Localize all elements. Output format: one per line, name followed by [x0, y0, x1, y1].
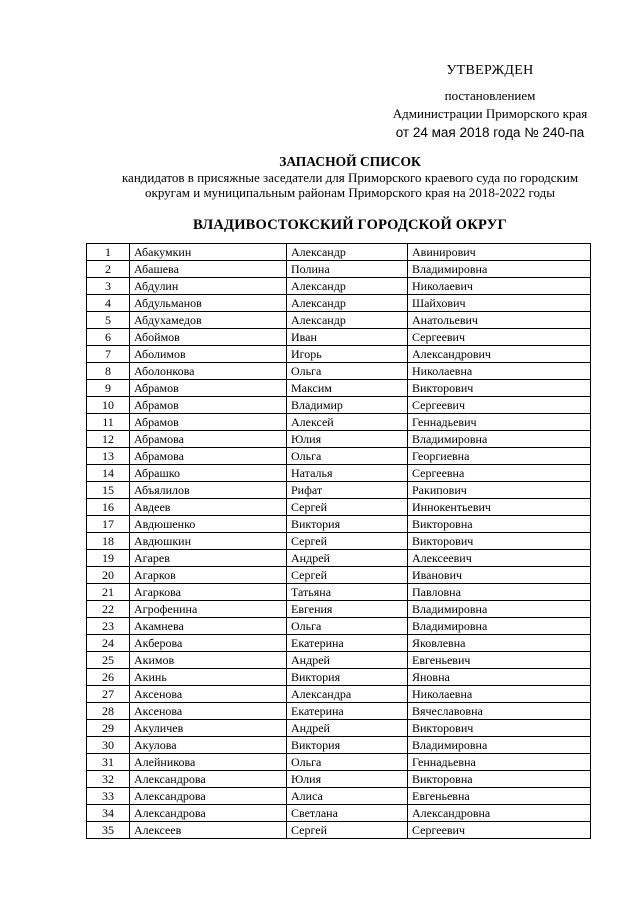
- last-name: Аболимов: [130, 346, 287, 363]
- row-number: 15: [87, 482, 130, 499]
- resolution-label: постановлением: [444, 88, 536, 103]
- list-title: ЗАПАСНОЙ СПИСОК: [279, 154, 421, 169]
- last-name: Авдюшкин: [130, 533, 287, 550]
- table-row: [87, 431, 591, 448]
- table-row: [87, 771, 591, 788]
- table-row: [87, 499, 591, 516]
- row-number: 3: [87, 278, 130, 295]
- row-number: 5: [87, 312, 130, 329]
- last-name: Акамнева: [130, 618, 287, 635]
- table-row: [87, 635, 591, 652]
- patronymic: Ракипович: [408, 482, 591, 499]
- first-name: Наталья: [287, 465, 408, 482]
- row-number: 21: [87, 584, 130, 601]
- row-number: 16: [87, 499, 130, 516]
- first-name: Рифат: [287, 482, 408, 499]
- row-number: 23: [87, 618, 130, 635]
- patronymic: Алексеевич: [408, 550, 591, 567]
- row-number: 35: [87, 822, 130, 839]
- row-number: 26: [87, 669, 130, 686]
- table-row: [87, 618, 591, 635]
- row-number: 4: [87, 295, 130, 312]
- first-name: Андрей: [287, 652, 408, 669]
- row-number: 2: [87, 261, 130, 278]
- last-name: Абакумкин: [130, 244, 287, 261]
- last-name: Абрамова: [130, 448, 287, 465]
- patronymic: Евгеньевич: [408, 652, 591, 669]
- table-row: [87, 550, 591, 567]
- table-row: [87, 261, 591, 278]
- last-name: Аксенова: [130, 686, 287, 703]
- first-name: Сергей: [287, 567, 408, 584]
- table-row: [87, 754, 591, 771]
- first-name: Виктория: [287, 669, 408, 686]
- row-number: 32: [87, 771, 130, 788]
- row-number: 25: [87, 652, 130, 669]
- candidates-table: [86, 243, 591, 839]
- patronymic: Викторовна: [408, 771, 591, 788]
- row-number: 34: [87, 805, 130, 822]
- last-name: Акулова: [130, 737, 287, 754]
- first-name: Евгения: [287, 601, 408, 618]
- row-number: 12: [87, 431, 130, 448]
- first-name: Александр: [287, 244, 408, 261]
- first-name: Андрей: [287, 550, 408, 567]
- row-number: 22: [87, 601, 130, 618]
- first-name: Владимир: [287, 397, 408, 414]
- patronymic: Анатольевич: [408, 312, 591, 329]
- table-row: [87, 278, 591, 295]
- last-name: Абашева: [130, 261, 287, 278]
- table-row: [87, 669, 591, 686]
- last-name: Абрашко: [130, 465, 287, 482]
- first-name: Сергей: [287, 822, 408, 839]
- row-number: 28: [87, 703, 130, 720]
- first-name: Ольга: [287, 754, 408, 771]
- patronymic: Викторович: [408, 533, 591, 550]
- approved-label: УТВЕРЖДЕН: [446, 63, 534, 78]
- patronymic: Георгиевна: [408, 448, 591, 465]
- row-number: 20: [87, 567, 130, 584]
- first-name: Сергей: [287, 533, 408, 550]
- first-name: Виктория: [287, 516, 408, 533]
- row-number: 17: [87, 516, 130, 533]
- first-name: Ольга: [287, 618, 408, 635]
- list-subtitle-line-2: округам и муниципальным районам Приморского края на 2018-2022 годы: [145, 185, 555, 200]
- first-name: Светлана: [287, 805, 408, 822]
- row-number: 18: [87, 533, 130, 550]
- first-name: Екатерина: [287, 635, 408, 652]
- patronymic: Евгеньевна: [408, 788, 591, 805]
- patronymic: Вячеславовна: [408, 703, 591, 720]
- row-number: 9: [87, 380, 130, 397]
- last-name: Абъялилов: [130, 482, 287, 499]
- table-row: [87, 482, 591, 499]
- last-name: Александрова: [130, 805, 287, 822]
- last-name: Аксенова: [130, 703, 287, 720]
- first-name: Максим: [287, 380, 408, 397]
- table-row: [87, 295, 591, 312]
- table-row: [87, 448, 591, 465]
- first-name: Виктория: [287, 737, 408, 754]
- patronymic: Сергеевна: [408, 465, 591, 482]
- patronymic: Александрович: [408, 346, 591, 363]
- last-name: Агрофенина: [130, 601, 287, 618]
- table-row: [87, 652, 591, 669]
- table-row: [87, 822, 591, 839]
- row-number: 14: [87, 465, 130, 482]
- last-name: Абрамова: [130, 431, 287, 448]
- patronymic: Сергеевич: [408, 397, 591, 414]
- row-number: 33: [87, 788, 130, 805]
- first-name: Екатерина: [287, 703, 408, 720]
- patronymic: Яковлевна: [408, 635, 591, 652]
- last-name: Агарков: [130, 567, 287, 584]
- first-name: Александра: [287, 686, 408, 703]
- patronymic: Сергеевич: [408, 329, 591, 346]
- patronymic: Владимировна: [408, 431, 591, 448]
- table-row: [87, 567, 591, 584]
- authority-name: Администрации Приморского края: [392, 106, 588, 121]
- first-name: Сергей: [287, 499, 408, 516]
- last-name: Алексеев: [130, 822, 287, 839]
- patronymic: Яновна: [408, 669, 591, 686]
- first-name: Ольга: [287, 363, 408, 380]
- patronymic: Иннокентьевич: [408, 499, 591, 516]
- row-number: 7: [87, 346, 130, 363]
- last-name: Авдеев: [130, 499, 287, 516]
- document-heading: [60, 154, 640, 201]
- last-name: Аболонкова: [130, 363, 287, 380]
- table-row: [87, 414, 591, 431]
- table-row: [87, 329, 591, 346]
- table-row: [87, 601, 591, 618]
- first-name: Иван: [287, 329, 408, 346]
- patronymic: Викторович: [408, 720, 591, 737]
- table-row: [87, 788, 591, 805]
- first-name: Алексей: [287, 414, 408, 431]
- first-name: Александр: [287, 278, 408, 295]
- last-name: Авдюшенко: [130, 516, 287, 533]
- patronymic: Геннадьевна: [408, 754, 591, 771]
- last-name: Александрова: [130, 771, 287, 788]
- last-name: Абрамов: [130, 380, 287, 397]
- row-number: 30: [87, 737, 130, 754]
- last-name: Абдулин: [130, 278, 287, 295]
- table-row: [87, 533, 591, 550]
- first-name: Игорь: [287, 346, 408, 363]
- first-name: Юлия: [287, 771, 408, 788]
- last-name: Агарев: [130, 550, 287, 567]
- table-row: [87, 397, 591, 414]
- first-name: Андрей: [287, 720, 408, 737]
- patronymic: Авинирович: [408, 244, 591, 261]
- table-row: [87, 686, 591, 703]
- table-row: [87, 737, 591, 754]
- table-row: [87, 346, 591, 363]
- patronymic: Иванович: [408, 567, 591, 584]
- candidates-table-body: [87, 244, 591, 839]
- table-row: [87, 703, 591, 720]
- table-row: [87, 465, 591, 482]
- patronymic: Владимировна: [408, 601, 591, 618]
- last-name: Абдульманов: [130, 295, 287, 312]
- table-row: [87, 516, 591, 533]
- table-row: [87, 244, 591, 261]
- row-number: 10: [87, 397, 130, 414]
- row-number: 29: [87, 720, 130, 737]
- row-number: 11: [87, 414, 130, 431]
- first-name: Ольга: [287, 448, 408, 465]
- patronymic: Николаевна: [408, 686, 591, 703]
- row-number: 1: [87, 244, 130, 261]
- first-name: Александр: [287, 295, 408, 312]
- table-row: [87, 380, 591, 397]
- patronymic: Викторовна: [408, 516, 591, 533]
- last-name: Абрамов: [130, 414, 287, 431]
- table-row: [87, 363, 591, 380]
- row-number: 13: [87, 448, 130, 465]
- row-number: 24: [87, 635, 130, 652]
- patronymic: Викторович: [408, 380, 591, 397]
- row-number: 27: [87, 686, 130, 703]
- row-number: 8: [87, 363, 130, 380]
- last-name: Акуличев: [130, 720, 287, 737]
- last-name: Александрова: [130, 788, 287, 805]
- patronymic: Геннадьевич: [408, 414, 591, 431]
- patronymic: Владимировна: [408, 737, 591, 754]
- table-row: [87, 584, 591, 601]
- patronymic: Александровна: [408, 805, 591, 822]
- first-name: Алиса: [287, 788, 408, 805]
- resolution-date-number: от 24 мая 2018 года № 240-па: [395, 125, 585, 140]
- last-name: Акимов: [130, 652, 287, 669]
- patronymic: Сергеевич: [408, 822, 591, 839]
- first-name: Полина: [287, 261, 408, 278]
- patronymic: Николаевич: [408, 278, 591, 295]
- patronymic: Шайхович: [408, 295, 591, 312]
- row-number: 31: [87, 754, 130, 771]
- list-subtitle-line-1: кандидатов в присяжные заседатели для Приморского краевого суда по городским: [121, 169, 579, 185]
- last-name: Абдухамедов: [130, 312, 287, 329]
- last-name: Акинь: [130, 669, 287, 686]
- patronymic: Николаевна: [408, 363, 591, 380]
- last-name: Абоймов: [130, 329, 287, 346]
- first-name: Александр: [287, 312, 408, 329]
- last-name: Абрамов: [130, 397, 287, 414]
- first-name: Татьяна: [287, 584, 408, 601]
- patronymic: Владимировна: [408, 618, 591, 635]
- last-name: Акберова: [130, 635, 287, 652]
- table-row: [87, 720, 591, 737]
- patronymic: Павловна: [408, 584, 591, 601]
- district-title: ВЛАДИВОСТОКСКИЙ ГОРОДСКОЙ ОКРУГ: [193, 217, 507, 233]
- row-number: 6: [87, 329, 130, 346]
- last-name: Алейникова: [130, 754, 287, 771]
- table-row: [87, 312, 591, 329]
- first-name: Юлия: [287, 431, 408, 448]
- approval-block: [370, 62, 610, 142]
- patronymic: Владимировна: [408, 261, 591, 278]
- table-row: [87, 805, 591, 822]
- last-name: Агаркова: [130, 584, 287, 601]
- row-number: 19: [87, 550, 130, 567]
